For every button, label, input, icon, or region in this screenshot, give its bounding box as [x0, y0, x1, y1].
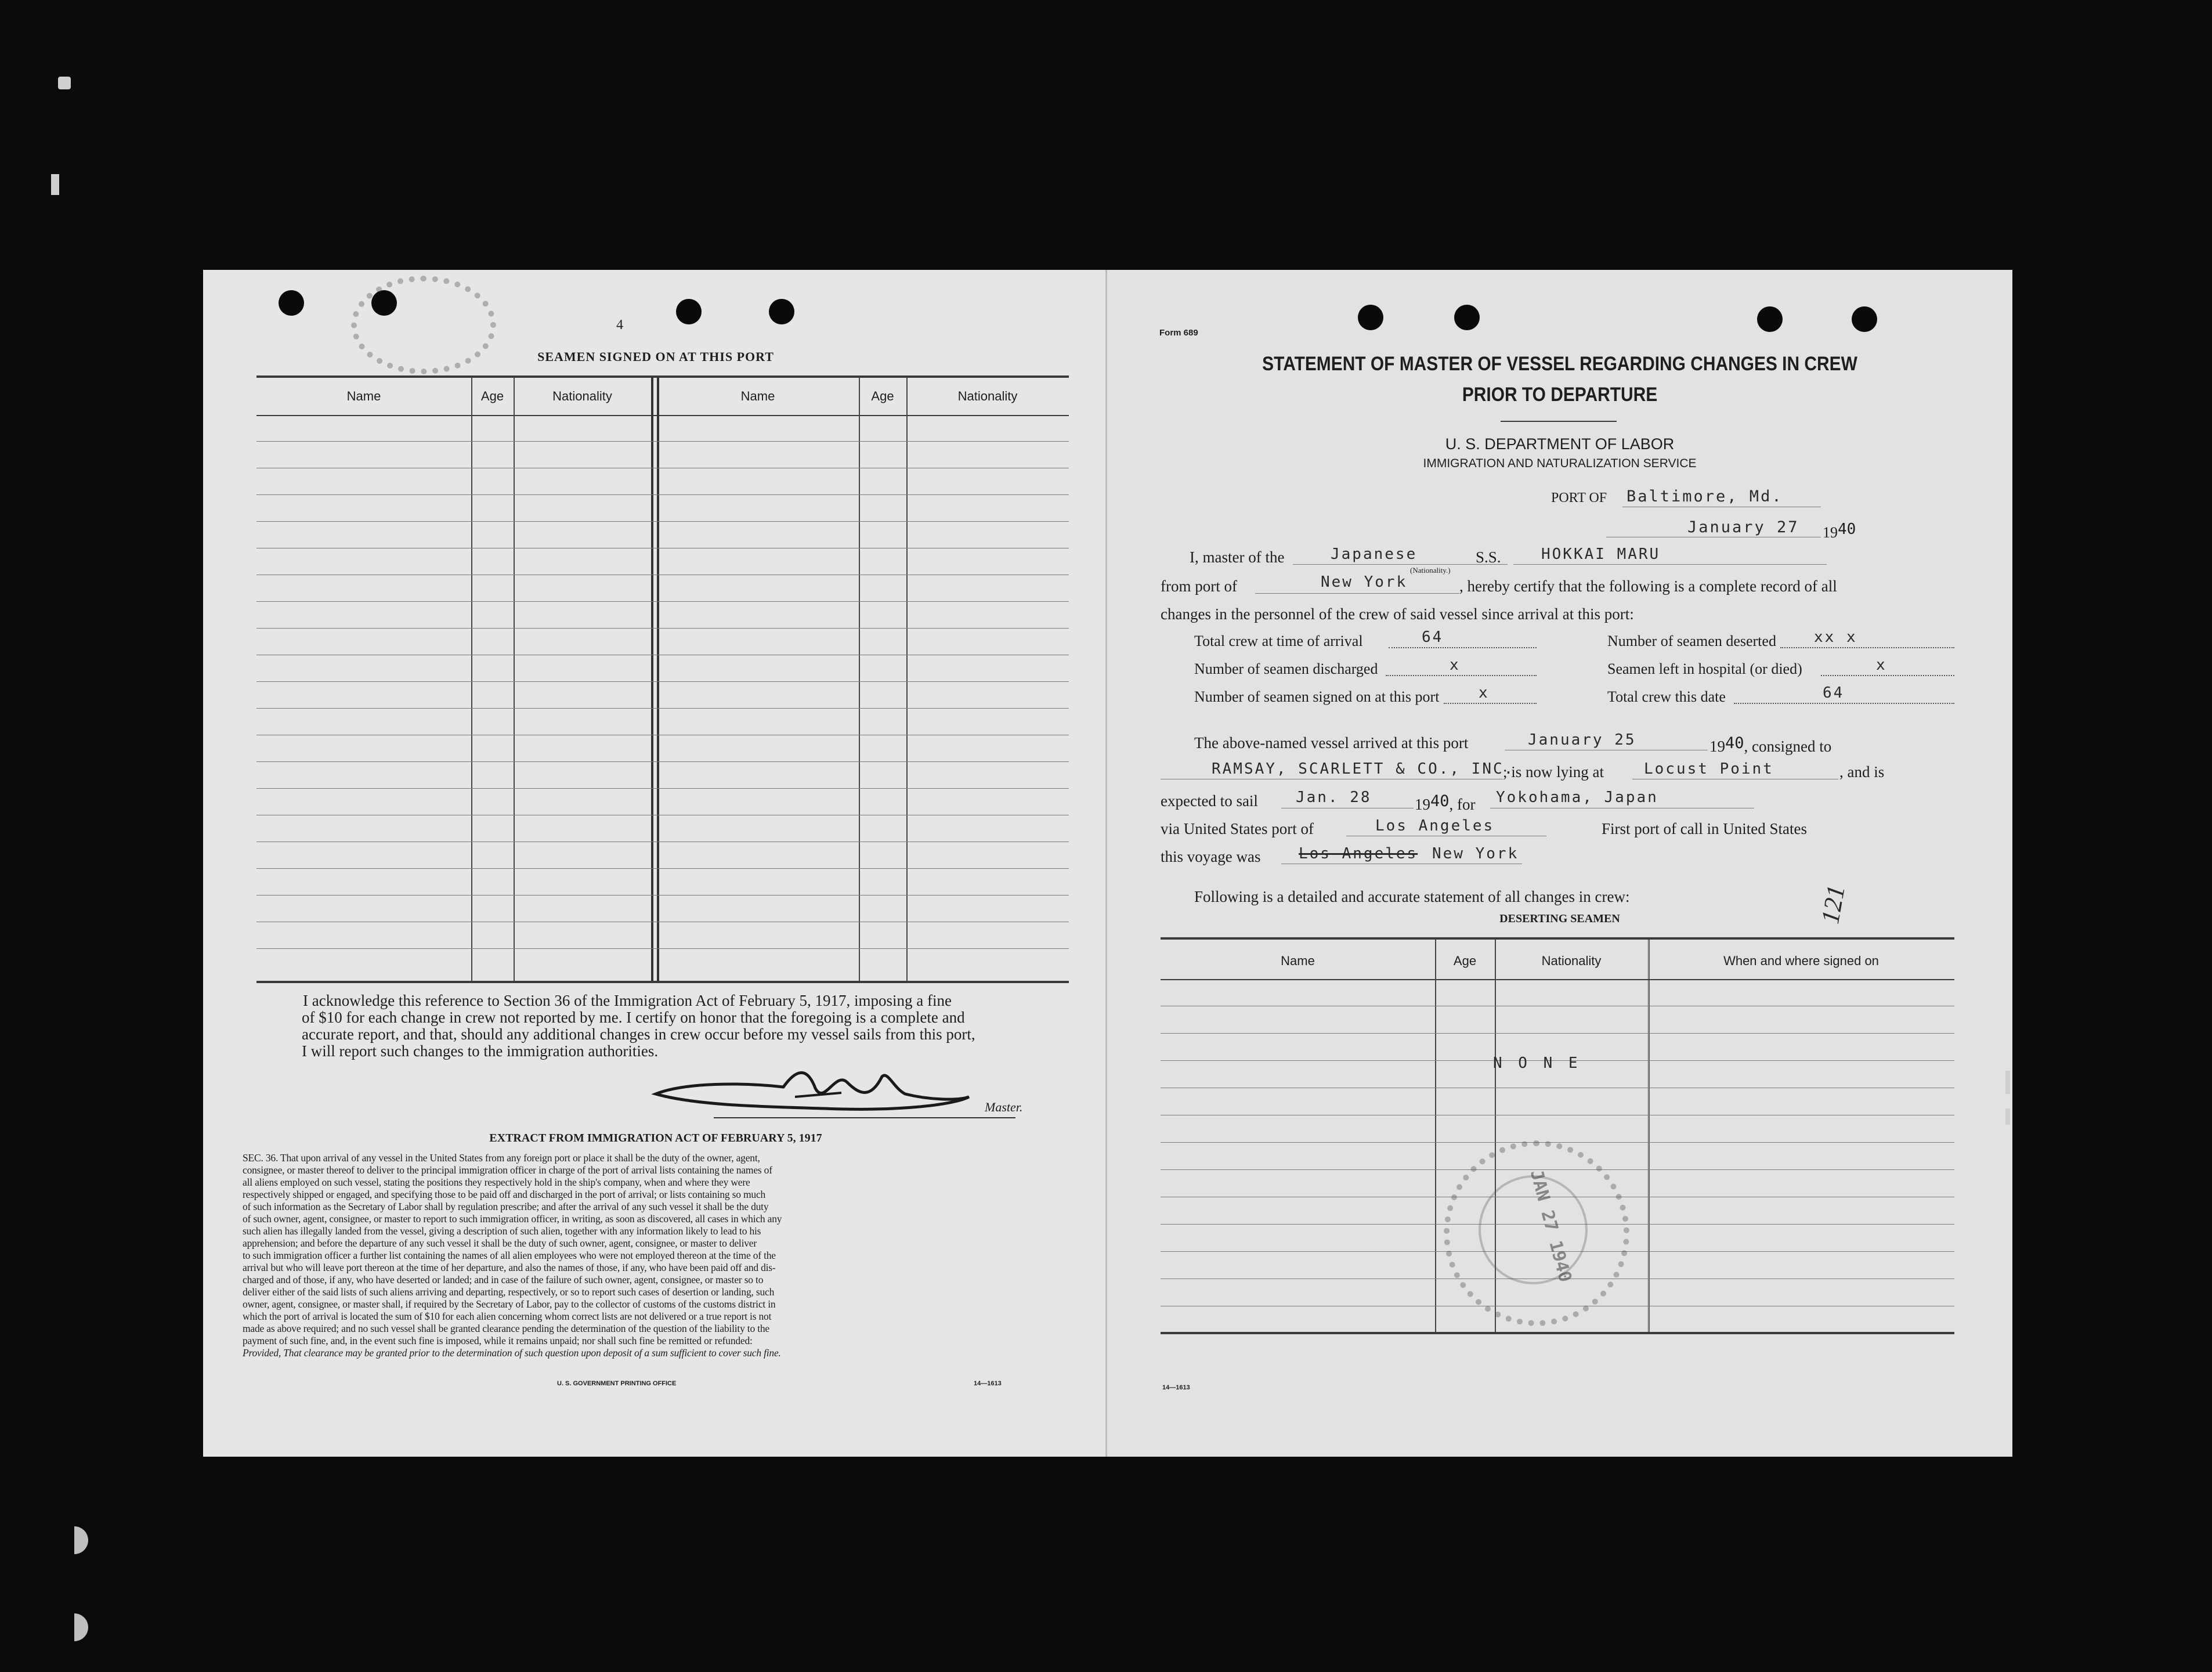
extract-heading: EXTRACT FROM IMMIGRATION ACT OF FEBRUARY 5, 1917 — [489, 1132, 822, 1144]
leader-dots — [1389, 647, 1537, 648]
date-year-suffix: 40 — [1838, 521, 1856, 538]
leader-dots — [1734, 703, 1954, 704]
following-text: Following is a detailed and accurate statement of all changes in crew: — [1194, 888, 1630, 905]
column-header-age: Age — [871, 389, 894, 403]
total-date-value: 64 — [1823, 684, 1845, 702]
total-date-label: Total crew this date — [1607, 688, 1726, 705]
date-year-prefix: 19 — [1823, 524, 1838, 541]
voyage-struck-value: Los Angeles — [1299, 845, 1418, 862]
extract-line: of such owner, agent, consignee, or master to report to such immigration officer, in writing, as soon as discovered, all cases in which any — [243, 1213, 782, 1225]
table-top-border — [256, 375, 1069, 378]
deserting-heading: DESERTING SEAMEN — [1499, 912, 1620, 925]
date-value: January 27 — [1687, 518, 1799, 536]
table-row — [256, 601, 1069, 602]
signed-on-value: x — [1479, 684, 1490, 702]
leader-dots — [1386, 675, 1537, 676]
punch-hole — [769, 299, 794, 324]
form-number: Form 689 — [1159, 328, 1198, 338]
first-port-label: First port of call in United States — [1602, 820, 1807, 837]
hospital-value: x — [1876, 656, 1887, 674]
column-header-age: Age — [480, 389, 504, 403]
punch-hole — [279, 290, 304, 316]
department-name: U. S. DEPARTMENT OF LABOR — [1445, 435, 1675, 453]
form-code: 14—1613 — [1162, 1384, 1190, 1391]
column-header-nationality: Nationality — [1541, 954, 1602, 968]
extract-line: charged and of those, if any, who have deserted or landed; and in case of the failure of such owner, agent, consignee, or master so to — [243, 1274, 764, 1285]
ss-label: S.S. — [1476, 548, 1501, 566]
voyage-label: this voyage was — [1161, 848, 1261, 865]
none-entry: N O N E — [1493, 1055, 1581, 1072]
leader-dots — [1780, 647, 1954, 648]
sail-label: expected to sail — [1161, 792, 1258, 810]
nationality-value: Japanese — [1331, 546, 1418, 563]
extract-line: which the port of arrival is located the sum of $10 for each alien concerning whom correct lists are not delivered or a true report is not — [243, 1310, 772, 1322]
film-edge-mark — [58, 77, 71, 89]
extract-line: payment of such fine, and, in the event such fine is imposed, while it remains unpaid; nor shall such fine be remitted or refunded: — [243, 1335, 753, 1346]
extract-line: made as above required; and no such vessel shall be granted clearance pending the determination of the question of the liability to the — [243, 1323, 769, 1334]
punch-hole — [676, 299, 702, 324]
arrived-label: The above-named vessel arrived at this port — [1194, 734, 1469, 752]
master-of-label: I, master of the — [1190, 548, 1285, 566]
extract-line: all aliens employed on such vessel, stating the positions they respectively hold in the ship's company, when and where they were — [243, 1176, 750, 1188]
for-label: , for — [1449, 796, 1476, 813]
arrived-year — [1709, 734, 1831, 756]
discharged-label: Number of seamen discharged — [1194, 660, 1378, 677]
lying-value: Locust Point — [1644, 760, 1774, 778]
column-divider — [1648, 939, 1650, 1332]
acknowledgement-line: I will report such changes to the immigration authorities. — [302, 1042, 659, 1060]
table-row — [1161, 1033, 1954, 1034]
form-title-line2: PRIOR TO DEPARTURE — [1462, 384, 1658, 406]
table-row — [256, 494, 1069, 495]
edge-mark — [2005, 1071, 2010, 1094]
total-arrival-value: 64 — [1422, 629, 1444, 646]
sail-year — [1415, 792, 1476, 814]
film-edge-mark — [74, 1613, 88, 1641]
master-label: Master. — [985, 1100, 1023, 1114]
hospital-label: Seamen left in hospital (or died) — [1607, 660, 1802, 677]
via-value: Los Angeles — [1375, 817, 1495, 835]
table-row — [256, 708, 1069, 709]
margin-number: 121 — [1816, 883, 1850, 926]
extract-line: of such information as the Secretary of Labor shall by regulation prescribe; and after the arrival of any such vessel it shall be the duty — [243, 1201, 769, 1212]
sail-value: Jan. 28 — [1296, 789, 1372, 806]
destination-value: Yokohama, Japan — [1496, 789, 1658, 806]
table-top-border — [1161, 937, 1954, 940]
vessel-name: HOKKAI MARU — [1541, 546, 1661, 563]
leader-dots — [1821, 675, 1954, 676]
certify-text: , hereby certify that the following is a complete record of all — [1459, 577, 1837, 595]
sail-year-suffix: 40 — [1430, 792, 1450, 810]
edge-mark — [2005, 1108, 2010, 1125]
extract-text — [243, 1152, 1078, 1359]
consignee-value: RAMSAY, SCARLETT & CO., INC. — [1212, 760, 1515, 778]
leader-dots — [1444, 703, 1537, 704]
right-page — [1107, 270, 2012, 1457]
deserted-label: Number of seamen deserted — [1607, 633, 1776, 649]
consigned-label: , consigned to — [1744, 738, 1832, 755]
lying-label: ; is now lying at — [1503, 763, 1604, 781]
extract-line: to such immigration officer a further list containing the names of all alien employees who were not employed thereon at the time of the — [243, 1250, 776, 1261]
signed-on-label: Number of seamen signed on at this port — [1194, 688, 1440, 705]
arrived-year-prefix: 19 — [1709, 738, 1725, 755]
form-title-line1: STATEMENT OF MASTER OF VESSEL REGARDING CHANGES IN CREW — [1262, 353, 1857, 375]
table-row — [256, 868, 1069, 869]
vessel-underline — [1513, 564, 1827, 565]
acknowledgement-line: of $10 for each change in crew not reported by me. I certify on honor that the foregoing is a complete and — [302, 1009, 965, 1026]
column-divider — [1435, 939, 1436, 1332]
extract-line: consignee, or master thereof to deliver to the principal immigration officer in charge of the port of arrival lists containing the names of — [243, 1164, 772, 1176]
extract-line: such alien has illegally landed from the vessel, giving a description of such alien, together with any information likely to lead to his — [243, 1225, 761, 1237]
punch-hole — [1852, 306, 1877, 332]
table-row — [256, 441, 1069, 442]
film-edge-mark — [74, 1526, 88, 1554]
table-row — [256, 521, 1069, 522]
from-port-label: from port of — [1161, 577, 1237, 595]
table-row — [256, 681, 1069, 682]
left-page — [203, 270, 1108, 1457]
stamp-date: JAN 27 1940 — [1526, 1168, 1575, 1284]
discharged-value: x — [1450, 656, 1461, 674]
printing-office: U. S. GOVERNMENT PRINTING OFFICE — [557, 1380, 677, 1387]
changes-text: changes in the personnel of the crew of said vessel since arrival at this port: — [1161, 605, 1634, 623]
table-bottom-border — [1161, 1332, 1954, 1334]
table-row — [256, 788, 1069, 789]
acknowledgement-line: accurate report, and that, should any additional changes in crew occur before my vessel sails from this port, — [302, 1025, 975, 1043]
column-header-age: Age — [1453, 954, 1477, 968]
extract-line: deliver either of the said lists of such aliens arriving and departing, respectively, or so to report such cases of desertion or landing, such — [243, 1286, 775, 1298]
extract-line: apprehension; and before the departure of any such vessel it shall be the duty of such owner, agent, consignee, or master to deliver — [243, 1237, 757, 1249]
extract-line: respectively shipped or engaged, and specifying those to be paid off and discharged in the port of arrival; or lists containing so much — [243, 1189, 766, 1200]
table-row — [256, 948, 1069, 949]
form-code: 14—1613 — [974, 1380, 1002, 1387]
and-is-label: , and is — [1839, 763, 1885, 781]
voyage-value: New York — [1432, 845, 1519, 862]
arrived-value: January 25 — [1528, 731, 1636, 749]
from-port-underline — [1255, 593, 1459, 594]
table-row — [256, 628, 1069, 629]
column-header-name: Name — [1281, 954, 1315, 968]
arrived-year-suffix: 40 — [1725, 734, 1744, 752]
sail-year-prefix: 19 — [1415, 796, 1430, 813]
total-arrival-label: Total crew at time of arrival — [1194, 633, 1363, 649]
acknowledgement-paragraph — [302, 992, 1079, 1060]
column-header-nationality: Nationality — [552, 389, 612, 403]
via-label: via United States port of — [1161, 820, 1314, 837]
title-divider — [1501, 421, 1617, 422]
nationality-caption: (Nationality.) — [1410, 566, 1451, 575]
table-header-border — [1161, 979, 1954, 980]
film-edge-mark — [51, 174, 59, 195]
punch-hole — [1358, 305, 1383, 330]
page-number: 4 — [616, 317, 623, 333]
column-header-nationality: Nationality — [957, 389, 1018, 403]
table-header-border — [256, 415, 1069, 416]
deserted-value: xx x — [1814, 629, 1857, 646]
from-port-value: New York — [1321, 573, 1408, 591]
port-value: Baltimore, Md. — [1627, 487, 1783, 505]
column-header-name: Name — [740, 389, 775, 403]
column-header-name: Name — [346, 389, 381, 403]
punch-hole — [1454, 305, 1480, 330]
acknowledgement-line: I acknowledge this reference to Section 36 of the Immigration Act of February 5, 1917, imposing a fine — [303, 992, 952, 1009]
column-header-when-where: When and where signed on — [1723, 954, 1879, 968]
extract-line: Provided, That clearance may be granted prior to the determination of such question upon deposit of a sum sufficient to cover such fine. — [243, 1347, 781, 1359]
section-heading: SEAMEN SIGNED ON AT THIS PORT — [537, 349, 774, 364]
port-label: PORT OF — [1551, 490, 1607, 505]
extract-line: arrival but who will leave port thereon at the time of her departure, and also the names of those, if any, who have been paid off and dis- — [243, 1262, 776, 1273]
table-row — [256, 761, 1069, 762]
date-year — [1823, 521, 1856, 541]
service-name: IMMIGRATION AND NATURALIZATION SERVICE — [1423, 457, 1697, 470]
punch-hole — [1757, 306, 1783, 332]
extract-line: owner, agent, consignee, or master shall, if required by the Secretary of Labor, pay to the collector of customs of the customs district in — [243, 1298, 776, 1310]
extract-line: SEC. 36. That upon arrival of any vessel in the United States from any foreign port or place it shall be the duty of the owner, agent, — [243, 1152, 760, 1164]
table-bottom-border — [256, 981, 1069, 983]
signature-line — [714, 1117, 1015, 1118]
master-signature — [650, 1059, 975, 1123]
